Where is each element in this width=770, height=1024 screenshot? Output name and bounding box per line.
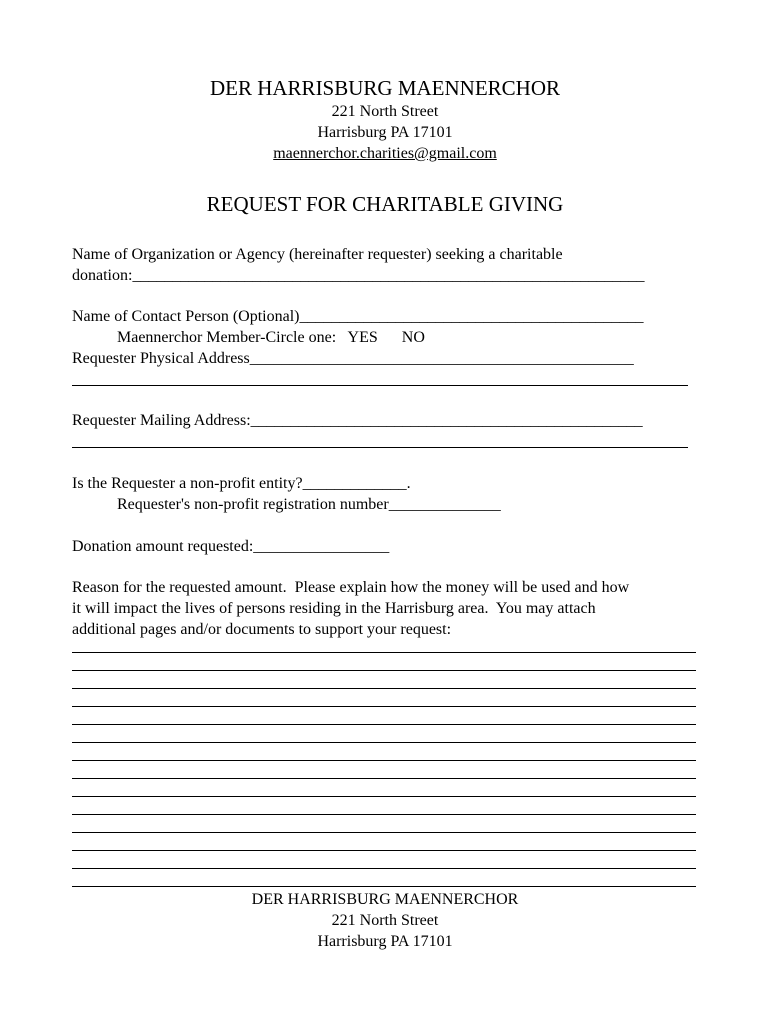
reason-line[interactable] — [72, 886, 696, 887]
donation-amount-field[interactable]: Donation amount requested:_________________ — [72, 538, 390, 555]
nonprofit-field[interactable]: Is the Requester a non-profit entity?_____________. — [72, 475, 411, 492]
reason-line[interactable] — [72, 670, 696, 671]
reason-line[interactable] — [72, 868, 696, 869]
street-address: 221 North Street — [331, 103, 439, 120]
city-address: Harrisburg PA 17101 — [317, 124, 453, 141]
org-name-field[interactable]: donation:________________________________________________________________ — [72, 267, 645, 284]
physical-address-field[interactable]: Requester Physical Address________________________________________________ — [72, 350, 634, 367]
reason-line[interactable] — [72, 778, 696, 779]
registration-number-field[interactable]: Requester's non-profit registration number______________ — [117, 496, 501, 513]
reason-line[interactable] — [72, 742, 696, 743]
reason-label-line3: additional pages and/or documents to support your request: — [72, 621, 452, 638]
reason-line[interactable] — [72, 832, 696, 833]
footer-city-address: Harrisburg PA 17101 — [317, 933, 453, 950]
org-name-label-line1: Name of Organization or Agency (hereinafter requester) seeking a charitable — [72, 246, 563, 263]
footer-organization-name: DER HARRISBURG MAENNERCHOR — [251, 891, 519, 908]
physical-address-line-2[interactable] — [72, 385, 688, 386]
reason-line[interactable] — [72, 688, 696, 689]
organization-name: DER HARRISBURG MAENNERCHOR — [209, 76, 561, 100]
reason-line[interactable] — [72, 814, 696, 815]
reason-label-line2: it will impact the lives of persons residing in the Harrisburg area. You may attach — [72, 600, 596, 617]
email-link[interactable]: maennerchor.charities@gmail.com — [273, 145, 497, 162]
mailing-address-line-2[interactable] — [72, 447, 688, 448]
mailing-address-field[interactable]: Requester Mailing Address:_________________________________________________ — [72, 412, 643, 429]
contact-person-field[interactable]: Name of Contact Person (Optional)___________________________________________ — [72, 308, 644, 325]
form-title: REQUEST FOR CHARITABLE GIVING — [206, 192, 564, 216]
reason-line[interactable] — [72, 760, 696, 761]
footer-street-address: 221 North Street — [331, 912, 439, 929]
member-circle-field[interactable]: Maennerchor Member-Circle one: YES NO — [117, 329, 425, 346]
reason-line[interactable] — [72, 850, 696, 851]
reason-line[interactable] — [72, 724, 696, 725]
reason-line[interactable] — [72, 706, 696, 707]
reason-label-line1: Reason for the requested amount. Please explain how the money will be used and how — [72, 579, 630, 596]
email-link-wrap — [0, 143, 770, 164]
reason-line[interactable] — [72, 652, 696, 653]
reason-line[interactable] — [72, 796, 696, 797]
